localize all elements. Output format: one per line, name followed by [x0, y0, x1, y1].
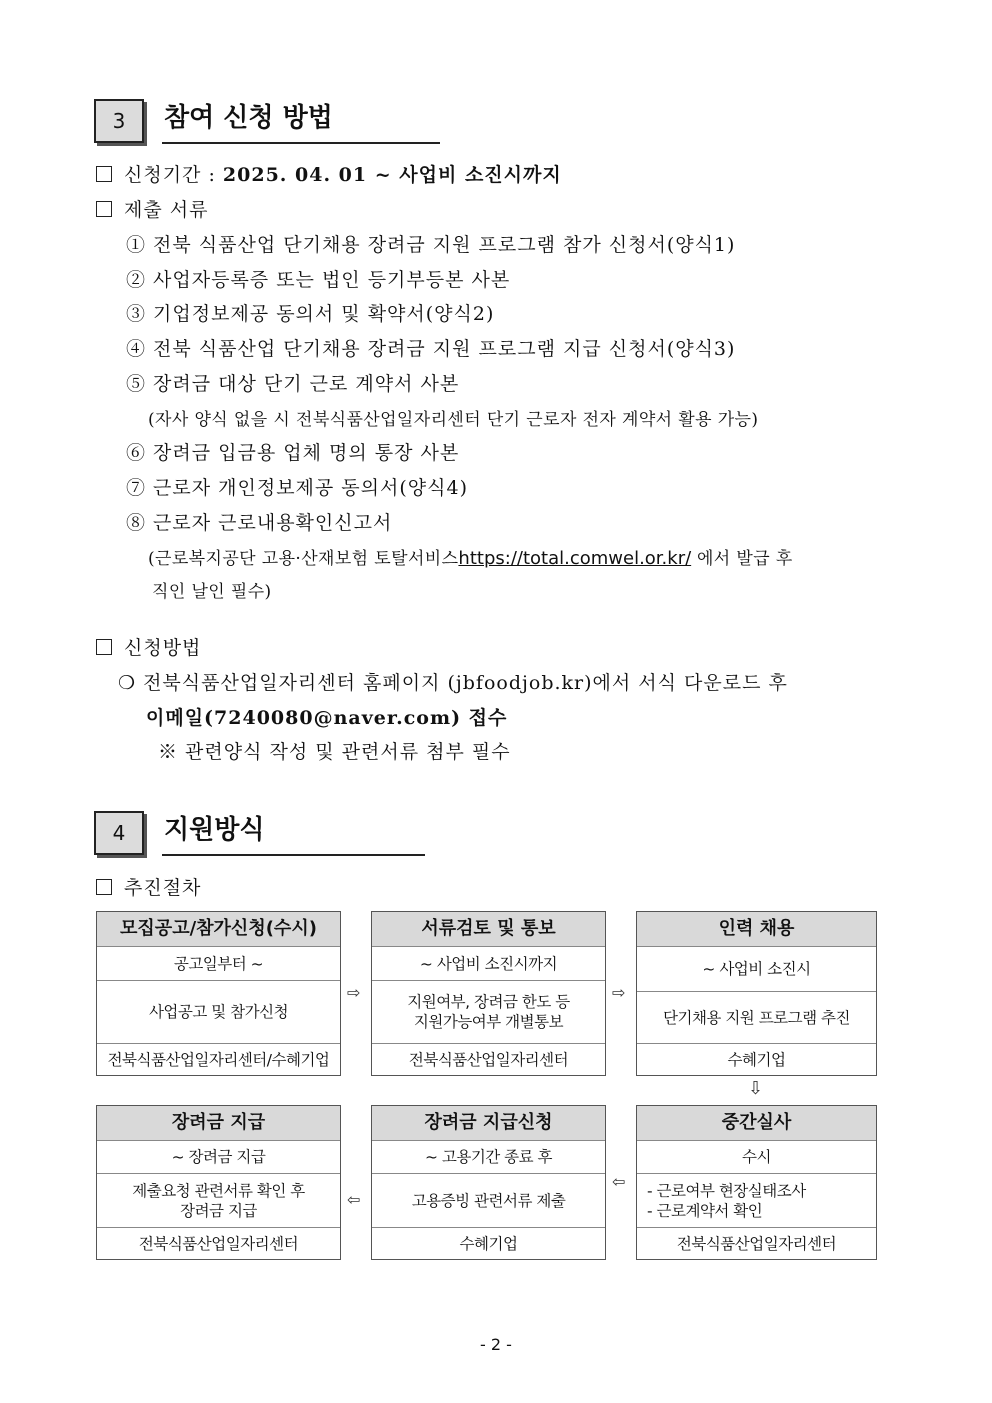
step-content: 고용증빙 관련서류 제출: [372, 1174, 605, 1228]
process-step-recruit: [96, 911, 341, 1076]
method-note: ※ 관련양식 작성 및 관련서류 첨부 필수: [158, 741, 511, 763]
doc-item: ① 전북 식품산업 단기채용 장려금 지원 프로그램 참가 신청서(양식1): [126, 234, 736, 256]
doc-item: ② 사업자등록증 또는 법인 등기부등본 사본: [126, 269, 511, 291]
arrow-left-icon: ⇦: [612, 1172, 626, 1191]
process-step-payment: [96, 1105, 341, 1260]
docs-heading: [96, 195, 208, 222]
step-head: 장려금 지급: [97, 1106, 340, 1141]
doc-item: ③ 기업정보제공 동의서 및 확약서(양식2): [126, 303, 495, 325]
method-line: ❍ 전북식품산업일자리센터 홈페이지 (jbfoodjob.kr)에서 서식 다운로드 후: [118, 672, 788, 694]
arrow-left-icon: ⇦: [347, 1190, 361, 1209]
note-text: (근로복지공단 고용·산재보험 토탈서비스: [148, 549, 459, 569]
comwel-link[interactable]: https://total.comwel.or.kr/: [458, 548, 692, 569]
step-actor: 수혜기업: [727, 1050, 786, 1069]
doc-item: ④ 전북 식품산업 단기채용 장려금 지원 프로그램 지급 신청서(양식3): [126, 338, 736, 360]
step-head: 서류검토 및 통보: [372, 912, 605, 947]
step-head: 장려금 지급신청: [372, 1106, 605, 1141]
note-text: 에서 발급 후: [691, 549, 793, 569]
method-heading: [96, 633, 201, 660]
process-label: 추진절차: [124, 877, 202, 899]
period-label: 신청기간 :: [124, 164, 223, 186]
checkbox-square-icon: [96, 639, 112, 655]
period-value: 2025. 04. 01 ~ 사업비 소진시까지: [222, 164, 562, 186]
section-number: 3: [94, 99, 144, 143]
step-period: ~ 고용기간 종료 후: [372, 1141, 605, 1174]
doc-item: ⑥ 장려금 입금용 업체 명의 통장 사본: [126, 442, 460, 464]
step-period: ~ 사업비 소진시까지: [372, 947, 605, 981]
process-step-hire: [636, 911, 877, 1076]
section-title: 참여 신청 방법: [162, 98, 440, 144]
checkbox-square-icon: [96, 879, 112, 895]
doc-item: ⑦ 근로자 개인정보제공 동의서(양식4): [126, 477, 468, 499]
section-number: 4: [94, 811, 144, 855]
doc-note: (자사 양식 없을 시 전북식품산업일자리센터 단기 근로자 전자 계약서 활용 가능): [148, 410, 759, 430]
doc-item: ⑧ 근로자 근로내용확인신고서: [126, 512, 393, 534]
step-actor: 전북식품산업일자리센터: [138, 1234, 299, 1253]
step-actor: 전북식품산업일자리센터/수혜기업: [107, 1050, 330, 1069]
doc-note: 직인 날인 필수): [152, 582, 272, 602]
step-head: 인력 채용: [637, 912, 876, 947]
method-email: 이메일(7240080@naver.com) 접수: [146, 707, 508, 729]
step-period: 공고일부터 ~: [97, 947, 340, 981]
step-content: - 근로여부 현장실태조사 - 근로계약서 확인: [637, 1174, 876, 1228]
step-head: 중간실사: [637, 1106, 876, 1141]
step-content: 지원여부, 장려금 한도 등 지원가능여부 개별통보: [372, 981, 605, 1044]
process-step-inspection: [636, 1105, 877, 1260]
page-number: - 2 -: [480, 1335, 512, 1354]
step-period: 수시: [637, 1141, 876, 1174]
section-title: 지원방식: [162, 810, 425, 856]
doc-note: [148, 544, 793, 569]
period-line: [96, 160, 562, 187]
step-actor: 전북식품산업일자리센터: [408, 1050, 569, 1069]
checkbox-square-icon: [96, 166, 112, 182]
step-period: ~ 사업비 소진시: [637, 947, 876, 992]
docs-label: 제출 서류: [124, 199, 209, 221]
step-content: 제출요청 관련서류 확인 후 장려금 지급: [97, 1174, 340, 1228]
step-content: 단기채용 지원 프로그램 추진: [637, 992, 876, 1044]
step-content: 사업공고 및 참가신청: [97, 981, 340, 1044]
arrow-right-icon: ⇨: [612, 983, 626, 1002]
doc-item: ⑤ 장려금 대상 단기 근로 계약서 사본: [126, 373, 460, 395]
process-heading: [96, 873, 201, 900]
method-label: 신청방법: [124, 637, 202, 659]
step-actor: 전북식품산업일자리센터: [676, 1234, 837, 1253]
step-actor: 수혜기업: [459, 1234, 518, 1253]
arrow-down-icon: ⇩: [748, 1078, 764, 1099]
process-step-payment-request: [371, 1105, 606, 1260]
checkbox-square-icon: [96, 201, 112, 217]
arrow-right-icon: ⇨: [347, 983, 361, 1002]
step-head: 모집공고/참가신청(수시): [97, 912, 340, 947]
process-step-review: [371, 911, 606, 1076]
step-period: ~ 장려금 지급: [97, 1141, 340, 1174]
